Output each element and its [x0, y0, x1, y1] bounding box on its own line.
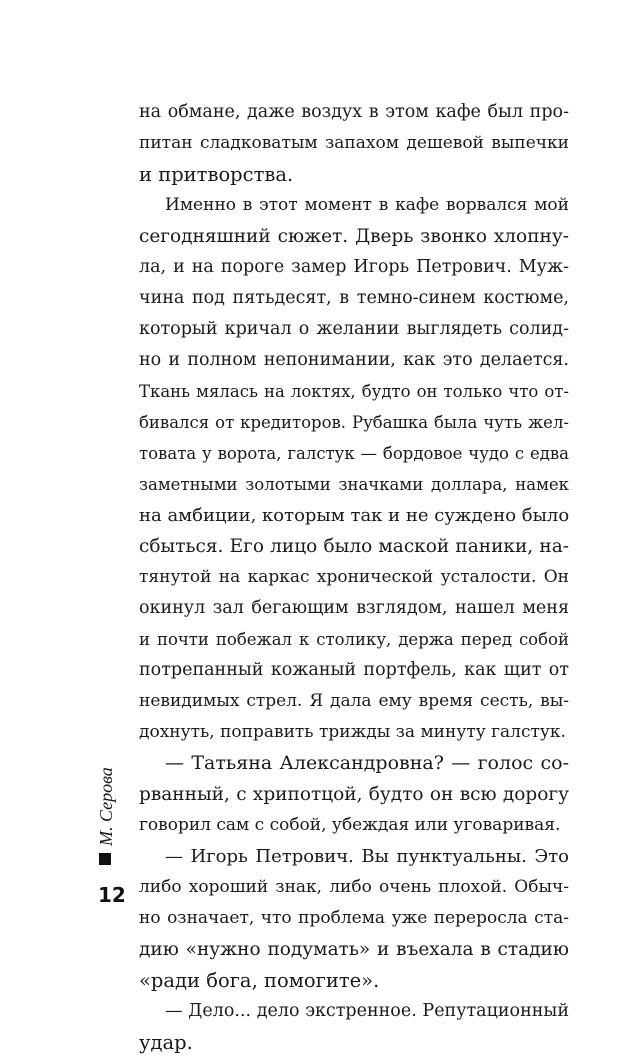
text-line: — Татьяна Александровна? — голос со- — [165, 752, 569, 774]
text-line: сбыться. Его лицо было маской паники, на- — [139, 536, 569, 557]
running-head-author: М. Серова — [96, 767, 116, 846]
text-line: бивался от кредиторов. Рубашка была чуть жел- — [139, 413, 569, 432]
text-line: Ткань мялась на локтях, будто он только что от- — [139, 382, 569, 401]
text-line: на амбиции, которым так и не суждено было — [139, 505, 570, 526]
text-line: удар. — [139, 1031, 193, 1054]
text-line: питан сладковатым запахом дешевой выпечки — [139, 133, 569, 153]
text-line: дохнуть, поправить трижды за минуту галстук. — [139, 722, 566, 742]
text-line: говорил сам с собой, убеждая или уговаривая. — [139, 815, 561, 835]
text-line: либо хороший знак, либо очень плохой. Обыч- — [139, 877, 569, 897]
text-line: тянутой на каркас хронической усталости. Он — [139, 567, 569, 587]
text-line: чина под пятьдесят, в темно-синем костюме, — [139, 288, 569, 308]
text-line: на обмане, даже воздух в этом кафе был про- — [139, 102, 569, 122]
text-line: потрепанный кожаный портфель, как щит от — [139, 660, 569, 680]
text-line: окинул зал бегающим взглядом, нашел меня — [139, 598, 569, 618]
text-line: товата у ворота, галстук — бордовое чудо с едва — [139, 444, 569, 463]
text-line: но и полном непонимании, как это делается. — [139, 350, 569, 370]
text-line: рванный, с хрипотцой, будто он всю дорогу — [139, 784, 569, 805]
text-line: — Дело... дело экстренное. Репутационный — [165, 1001, 569, 1021]
text-line: ла, и на пороге замер Игорь Петрович. Муж- — [139, 257, 569, 277]
text-line: но означает, что проблема уже переросла ста- — [139, 908, 569, 928]
text-line: заметными золотыми значками доллара, намек — [139, 475, 569, 494]
text-line: сегодняшний сюжет. Дверь звонко хлопну- — [139, 226, 569, 247]
text-line: «ради бога, помогите». — [139, 969, 380, 992]
text-line: — Игорь Петрович. Вы пунктуальны. Это — [165, 846, 569, 867]
text-line: который кричал о желании выглядеть солид- — [139, 319, 569, 339]
text-line: невидимых стрел. Я дала ему время сесть, вы- — [139, 691, 569, 711]
text-line: и притворства. — [139, 163, 294, 186]
square-marker-icon — [99, 853, 111, 865]
body-text — [139, 97, 569, 1058]
page-number: 12 — [98, 883, 126, 907]
text-line: Именно в этот момент в кафе ворвался мой — [165, 195, 569, 215]
text-line: и почти побежал к столику, держа перед собой — [139, 630, 569, 649]
text-line: дию «нужно подумать» и въехала в стадию — [139, 939, 569, 960]
